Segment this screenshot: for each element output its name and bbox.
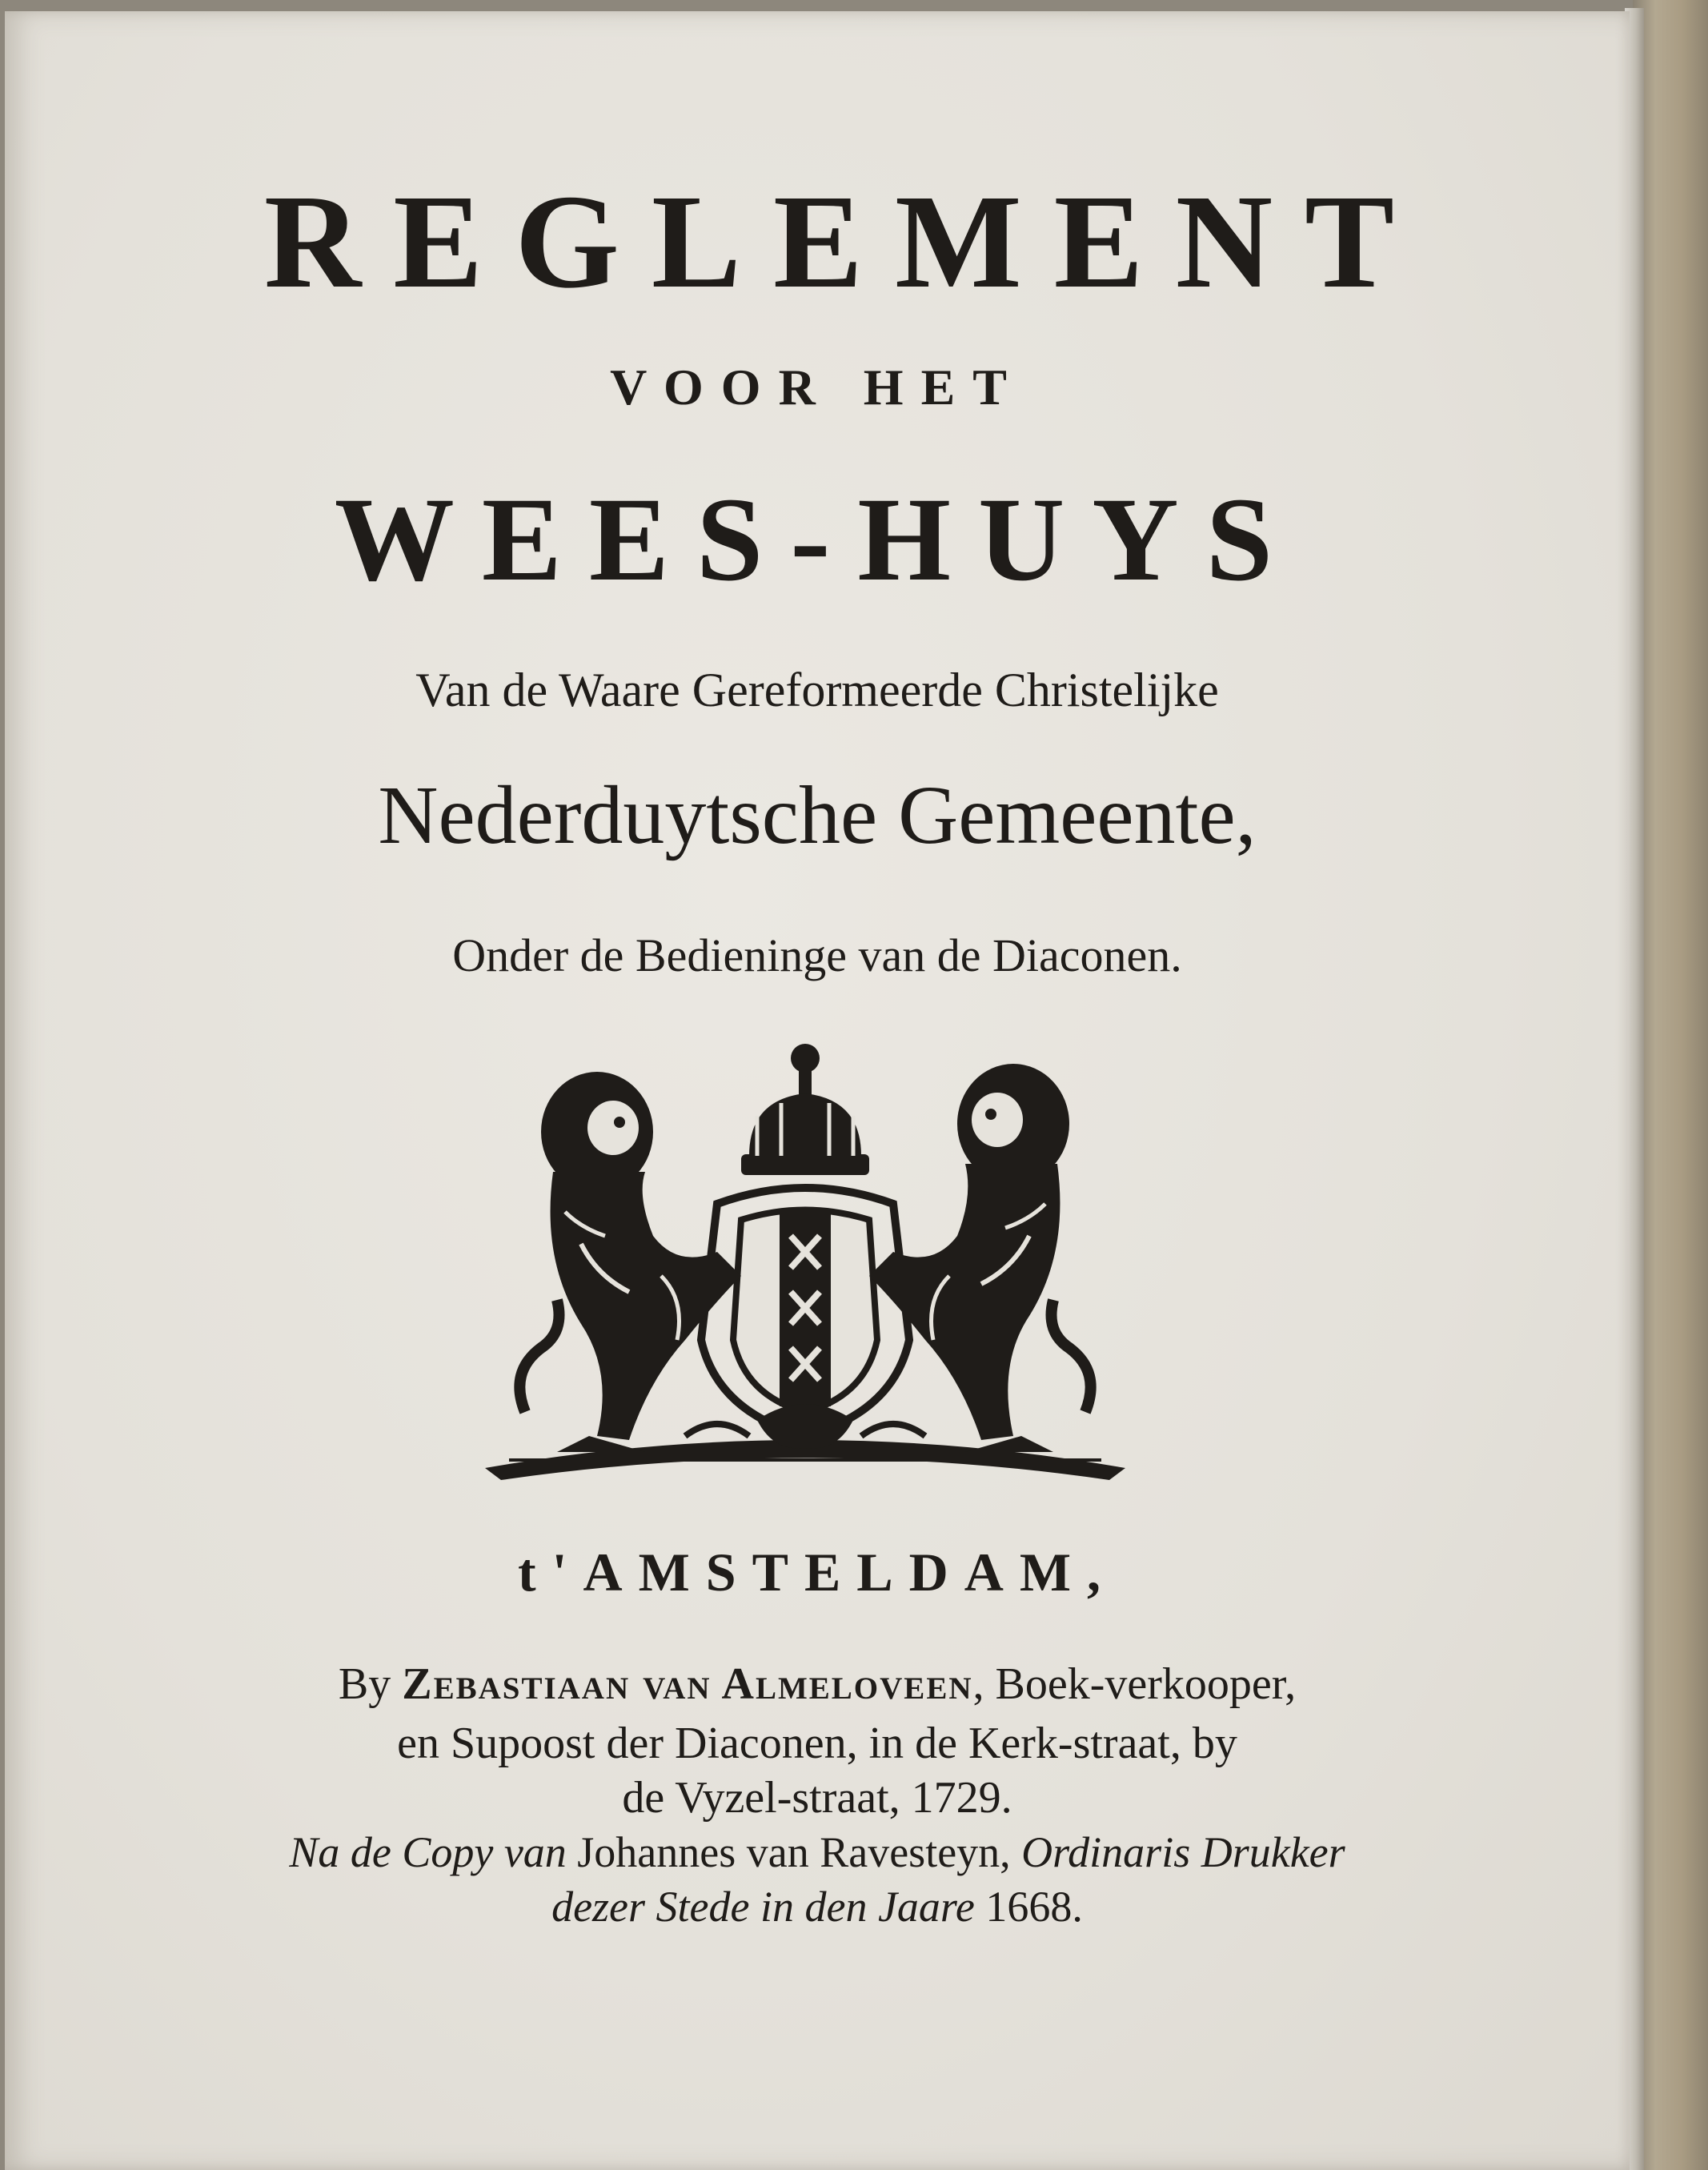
title-page <box>5 11 1630 2170</box>
printer-name: Zebastiaan van Almeloveen <box>402 1659 973 1709</box>
subtitle-line-1: Van de Waare Gereformeerde Christelijke <box>415 664 1219 716</box>
imprint-line-4 <box>5 1822 1630 1883</box>
copy-note: Na de Copy van <box>289 1828 567 1876</box>
original-printer-name: Johannes van Ravesteyn, <box>566 1828 1022 1876</box>
original-year: 1668. <box>974 1883 1083 1931</box>
imprint-line-3: de Vyzel-straat, 1729. <box>622 1773 1012 1823</box>
original-printer-role: Ordinaris Drukker <box>1021 1828 1345 1876</box>
imprint-by: By <box>338 1659 391 1709</box>
imprint-line-1 <box>5 1654 1630 1715</box>
imprint-line-5 <box>5 1876 1630 1937</box>
main-title: REGLEMENT <box>263 167 1427 316</box>
original-year-note: dezer Stede in den Jaare <box>551 1883 975 1931</box>
printer-role: , Boek-verkooper, <box>972 1659 1297 1709</box>
title-wees-huys: WEES-HUYS <box>334 473 1301 606</box>
subtitle-line-2: Nederduytsche Gemeente, <box>378 769 1257 861</box>
title-voor-het: VOOR HET <box>610 359 1024 415</box>
book-binding <box>1633 0 1708 2170</box>
amsterdam-coat-of-arms-icon <box>477 1036 1133 1492</box>
imprint-line-2: en Supoost der Diaconen, in de Kerk-straat, by <box>397 1719 1237 1768</box>
place-of-publication: t'AMSTELDAM, <box>517 1542 1117 1602</box>
subtitle-line-3: Onder de Bedieninge van de Diaconen. <box>452 929 1182 981</box>
